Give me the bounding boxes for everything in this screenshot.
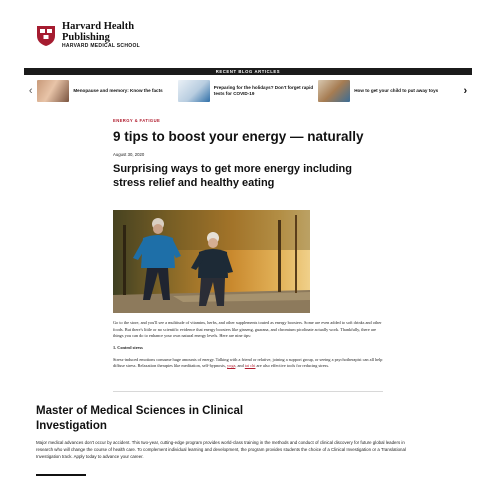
chevron-left-icon[interactable]: ‹: [28, 85, 33, 97]
article-photo: [113, 210, 310, 313]
section-divider: [113, 391, 383, 392]
article-subheading: 1. Control stress: [113, 344, 143, 350]
site-header[interactable]: [36, 22, 140, 49]
harvard-shield-icon: [36, 25, 56, 47]
recent-articles-bar: RECENT BLOG ARTICLES: [24, 68, 472, 75]
article-paragraph: Go to the store, and you'll see a multitude of vitamins, herbs, and other supplements touted as energy boosters. Some are even added to soft drinks and other foods. But there's little or no scientific evidence that energy boosters like ginseng, guarana, and chromium picolinate actually work. Thankfully, there are things you can do to enhance your own natural energy levels. Here are nine tips:: [113, 320, 382, 339]
recent-article-title[interactable]: Menopause and memory: Know the facts: [73, 88, 163, 94]
chevron-right-icon[interactable]: ›: [463, 85, 468, 97]
brand-logo-text[interactable]: [62, 22, 140, 49]
recent-article-card[interactable]: [37, 80, 172, 102]
recent-article-card[interactable]: [178, 80, 313, 102]
recent-article-card[interactable]: [318, 80, 453, 102]
tai-chi-link[interactable]: tai chi: [244, 363, 256, 369]
article-header: [113, 118, 383, 190]
article-subtitle: Surprising ways to get more energy including stress relief and healthy eating: [113, 162, 352, 189]
article-date: August 30, 2020: [113, 151, 145, 157]
article-thumbnail[interactable]: [318, 80, 350, 102]
promo-block: [36, 404, 456, 460]
brand-line2: Publishing: [62, 31, 110, 43]
article-thumbnail[interactable]: [178, 80, 210, 102]
recent-article-title[interactable]: How to get your child to put away toys: [354, 88, 439, 94]
paragraph-text: , and: [235, 363, 245, 369]
promo-text: Major medical advances don't occur by accident. This two-year, cutting-edge program provides world-class training in the methods and conduct of clinical discovery for future global leaders in research who will change the course of health care. To complement individual learning and development, the program provides students the choice of a Clinical Investigation or a Translational Investigation track. Apply today to advance your career.: [36, 439, 406, 459]
paragraph-text: are also effective tools for reducing stress.: [255, 363, 330, 369]
brand-sub: HARVARD MEDICAL SCHOOL: [62, 43, 140, 49]
article-thumbnail[interactable]: [37, 80, 69, 102]
paragraph-text: Stress-induced emotions consume huge amounts of energy. Talking with a friend or relative, joining a support group, or seeing a psychotherapist can all help diffuse stress. Relaxation therapies like meditation, self-hypnosis,: [113, 356, 383, 369]
article-category-link[interactable]: ENERGY & FATIGUE: [113, 118, 161, 123]
brand-line1: Harvard Health: [62, 21, 135, 32]
recent-article-title[interactable]: Preparing for the holidays? Don't forget rapid tests for COVID-19: [213, 85, 314, 96]
recent-articles-carousel: [24, 77, 472, 105]
promo-underline: [36, 474, 86, 476]
yoga-link[interactable]: yoga: [227, 363, 236, 369]
article-body: [113, 320, 383, 375]
article-title: 9 tips to boost your energy — naturally: [113, 129, 364, 144]
article-paragraph: [113, 357, 383, 370]
promo-title[interactable]: Master of Medical Sciences in Clinical Investigation: [36, 405, 244, 432]
